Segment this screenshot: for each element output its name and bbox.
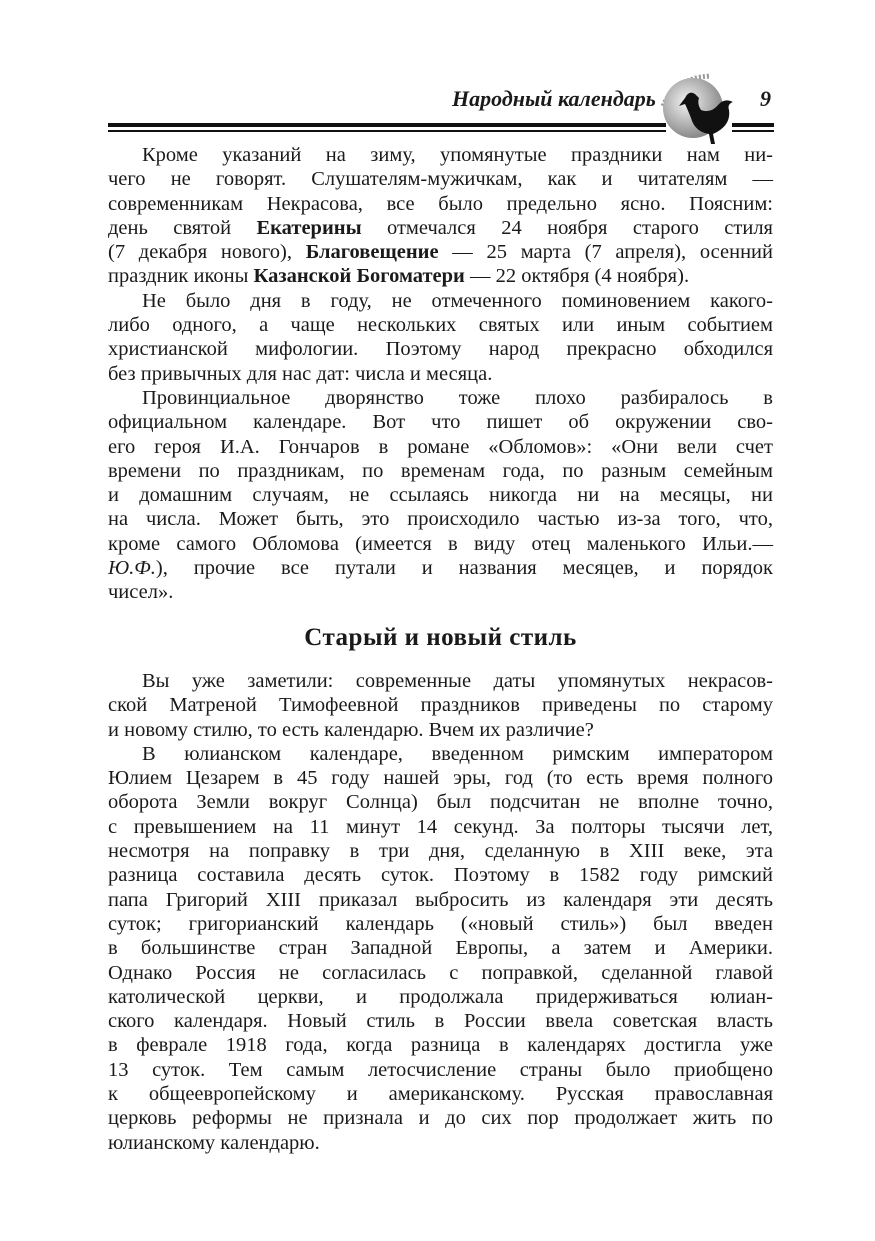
text-line	[108, 888, 773, 912]
text-line	[108, 815, 773, 839]
text-line	[108, 961, 773, 985]
text-line	[108, 1106, 773, 1130]
text-run: папа Григорий XIII приказал выбросить из календаря эти десять	[108, 888, 773, 911]
text-run: в большинстве стран Западной Европы, а затем и Америки.	[108, 937, 773, 960]
text-line	[108, 507, 773, 531]
text-run: (7 декабря нового),	[108, 241, 306, 264]
running-header-title: Народный календарь	[452, 86, 656, 111]
text-line	[108, 240, 773, 264]
text-run: оборота Земли вокруг Солнца) был подсчитан не вполне точно,	[108, 791, 773, 814]
text-run: юлианскому календарю.	[108, 1131, 320, 1154]
text-run: — 25 марта (7 апреля), осенний	[438, 241, 773, 264]
text-line	[108, 435, 773, 459]
text-run: — 22 октября (4 ноября).	[464, 265, 690, 288]
text-line	[108, 790, 773, 814]
text-run: и домашним случаям, не ссылаясь никогда ни на месяцы, ни	[108, 484, 773, 507]
text-run: его героя И.А. Гончаров в романе «Обломов»: «Они вели счет	[108, 435, 773, 458]
text-line	[108, 839, 773, 863]
text-line	[108, 216, 773, 240]
text-line	[108, 167, 773, 191]
bold-term: Екатерины	[256, 216, 362, 239]
section-2-body	[108, 669, 773, 1155]
text-line	[108, 718, 773, 742]
page-number: 9	[760, 86, 771, 111]
text-run: праздник иконы	[108, 265, 254, 288]
paragraph	[108, 143, 773, 289]
text-line	[108, 766, 773, 790]
text-line	[108, 313, 773, 337]
text-run: чисел».	[108, 581, 174, 604]
text-line	[108, 1009, 773, 1033]
text-run: Провинциальное дворянство тоже плохо разбиралось в	[142, 386, 773, 409]
text-run: Юлием Цезарем в 45 году нашей эры, год (то есть время полного	[108, 767, 773, 790]
text-run: В юлианском календаре, введенном римским императором	[142, 742, 773, 765]
text-line	[108, 1082, 773, 1106]
text-run: день святой	[108, 216, 257, 239]
text-run: кроме самого Обломова (имеется в виду отец маленького Ильи.—	[108, 532, 773, 555]
header-rule-thin	[108, 130, 666, 132]
text-line	[108, 532, 773, 556]
text-run: к общеевропейскому и американскому. Русская православная	[108, 1083, 773, 1106]
text-line	[108, 985, 773, 1009]
text-run: Кроме указаний на зиму, упомянутые праздники нам ни-	[142, 144, 773, 166]
text-run: католической церкви, и продолжала придерживаться юлиан-	[108, 985, 773, 1008]
text-run: официальном календаре. Вот что пишет об окружении сво-	[108, 411, 773, 434]
text-line	[108, 556, 773, 580]
text-run: ), прочие все путали и названия месяцев, и порядок	[155, 557, 773, 580]
text-run: без привычных для нас дат: числа и месяца.	[108, 362, 493, 385]
header-rule-thick	[108, 123, 666, 127]
paragraph	[108, 386, 773, 605]
text-run: 13 суток. Тем самым летосчисление страны было приобщено	[108, 1058, 773, 1081]
text-line	[108, 936, 773, 960]
text-run: христианской мифологии. Поэтому народ прекрасно обходился	[108, 338, 773, 361]
text-line	[108, 459, 773, 483]
text-line	[108, 289, 773, 313]
text-line	[108, 264, 773, 288]
text-line	[108, 410, 773, 434]
text-run: либо одного, а чаще нескольких святых или иным событием	[108, 314, 773, 337]
text-run: на числа. Может быть, это происходило частью из-за того, что,	[108, 508, 773, 531]
paragraph	[108, 742, 773, 1155]
text-run: церковь реформы не признала и до сих пор продолжает жить по	[108, 1107, 773, 1130]
text-line	[108, 1033, 773, 1057]
italic-initials: Ю.Ф.	[108, 557, 156, 580]
text-run: Не было дня в году, не отмеченного поминовением какого-	[142, 289, 773, 312]
text-line	[108, 1131, 773, 1155]
text-line	[108, 192, 773, 216]
paragraph	[108, 669, 773, 742]
text-run: ского календаря. Новый стиль в России ввела советская власть	[108, 1010, 773, 1033]
text-line	[108, 386, 773, 410]
text-run: чего не говорят. Слушателям-мужичкам, как и читателям —	[108, 168, 773, 191]
text-run: суток; григорианский календарь («новый стиль») был введен	[108, 912, 773, 935]
text-run: ской Матреной Тимофеевной праздников приведены по старому	[108, 694, 773, 717]
text-line	[108, 1058, 773, 1082]
text-line	[108, 580, 773, 604]
text-line	[108, 693, 773, 717]
text-run: и новому стилю, то есть календарю. Вчем их различие?	[108, 718, 594, 741]
text-line	[108, 669, 773, 693]
text-line	[108, 143, 773, 167]
text-line	[108, 337, 773, 361]
text-run: Однако Россия не согласилась с поправкой, сделанной главой	[108, 961, 773, 984]
text-line	[108, 863, 773, 887]
text-run: Вы уже заметили: современные даты упомянутых некрасов-	[142, 670, 773, 692]
bold-term: Благовещение	[305, 241, 439, 264]
paragraph	[108, 289, 773, 386]
text-run: в феврале 1918 года, когда разница в календарях достигла уже	[108, 1034, 773, 1057]
text-line	[108, 483, 773, 507]
bold-term: Казанской Богоматери	[253, 265, 465, 288]
text-line	[108, 362, 773, 386]
section-1-body	[108, 143, 773, 605]
text-run: разница составила десять суток. Поэтому в 1582 году римский	[108, 864, 773, 887]
text-line	[108, 912, 773, 936]
text-run: современникам Некрасова, все было предельно ясно. Поясним:	[108, 192, 773, 215]
text-run: отмечался 24 ноября старого стиля	[361, 216, 773, 239]
text-run: времени по праздникам, по временам года, по разным семейным	[108, 459, 773, 482]
text-run: с превышением на 11 минут 14 секунд. За полторы тысячи лет,	[108, 815, 773, 838]
text-line	[108, 742, 773, 766]
section-heading: Старый и новый стиль	[304, 624, 577, 651]
text-run: несмотря на поправку в три дня, сделанную в XIII веке, эта	[108, 840, 773, 863]
